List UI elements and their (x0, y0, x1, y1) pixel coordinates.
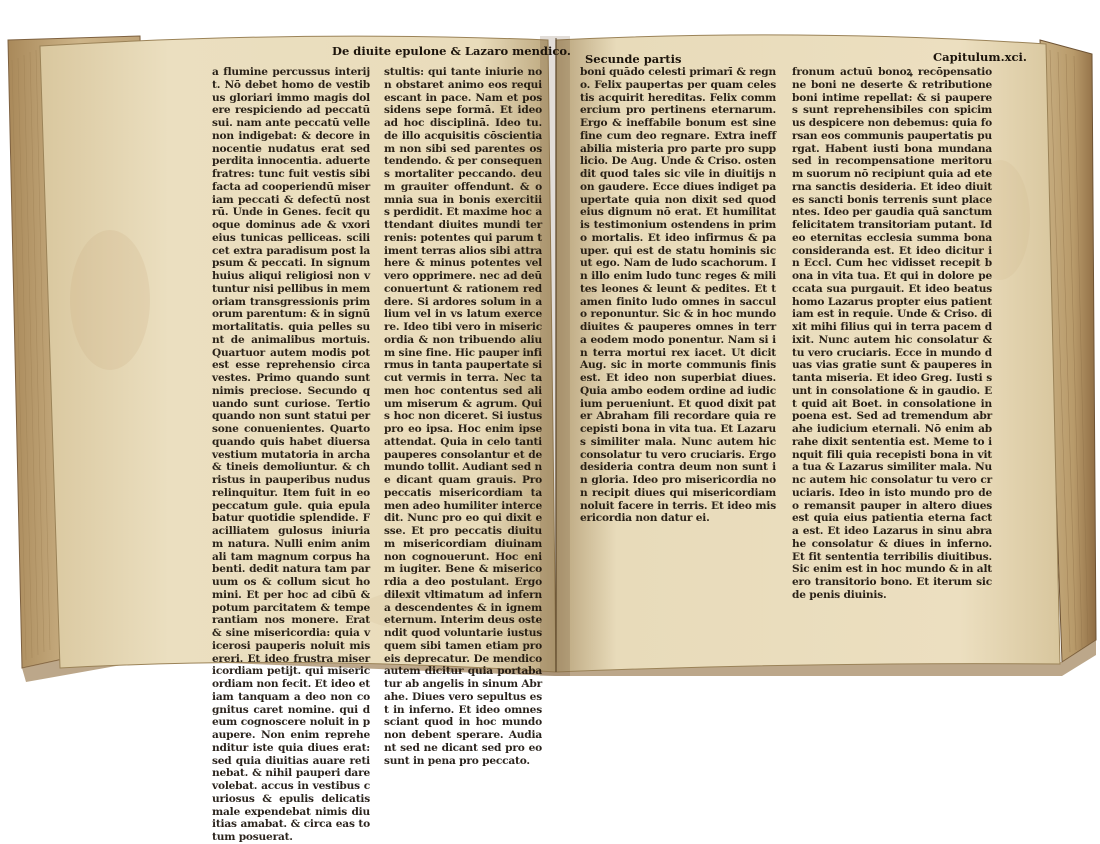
right-running-head-chapter: Capitulum.xci. (933, 50, 1027, 64)
left-running-head: De diuite epulone & Lazaro mendico. (332, 44, 571, 58)
right-running-head-part: Secunde partis (585, 52, 682, 66)
right-page-column-2: fronum actuū bonoꝝ recōpensatione boni ne deserte & retributione boni intime repellat: & si pauperes sunt reprehensibiles con spicimus despicere non debemus: quia forsan eos communis paupertatis purgat. Habent iusti bona mundana sed in recompensatione meritorum suorum nō recipiunt quia ad eterna sanctis desideria. Et ideo diuites sancti bonis terrenis sunt placentes. Ideo per gaudia quā sanctum felicitatem transitoriam putant. Ideo eternitas ecclesia summa bona consideranda est. Et ideo dicitur in Eccl. Cum hec vidisset recepit bona in vita tua. Et qui in dolore peccata sua purgauit. Et ideo beatus homo Lazarus propter eius patientiam est in requie. Unde & Criso. dixit mihi filius qui in terra pacem dixit. Nunc autem hic consolatur & tu vero cruciaris. Ecce in mundo duas vias gratie sunt & pauperes in tanta miseria. Et ideo Greg. Iusti sunt in consolatione & in gaudio. Et quid ait Boet. in consolatione in poena est. Sed ad tremendum abrahe iudicium eternali. Nō enim abrahe dixit sententia est. Meme to inquit fili quia recepisti bona in vita tua & Lazarus similiter mala. Nunc autem hic consolatur tu vero cruciaris. Ideo in isto mundo pro deo remansit pauper in altero diues est quia eius patientia eterna facta est. Et ideo Lazarus in sinu abrahe consolatur & diues in inferno. Et fit sententia terribilis diuitibus. Sic enim est in hoc mundo & in altero transitorio bono. Et iterum sic de penis diuinis. (792, 66, 992, 601)
right-page-column-1: boni quādo celesti primarī & regno. Felix paupertas per quam celestis acquirit hereditas. Felix commercium pro pertinens eternarum. Ergo & ineffabile bonum est sine fine cum deo regnare. Extra ineffabilia misteria pro parte pro supplicio. De Aug. Unde & Criso. ostendit quod tales sic vile in diuitijs non gaudere. Ecce diues indiget paupertate quia non dixit sed quod eius dignum nō erat. Et humilitatis testimonium ostendens in primo mortalis. Et ideo infirmus & pauper. qui est de statu hominis sicut ego. Nam de ludo scachorum. In illo enim ludo tunc reges & milites leones & leunt & pedites. Et tamen finito ludo omnes in sacculo reponuntur. Sic & in hoc mundo diuites & pauperes omnes in terra eodem modo ponentur. Nam si in terra mortui rex iacet. Ut dicit Aug. sic in morte communis finis est. Et ideo non superbiat diues. Quia ambo eodem ordine ad iudicium perueniunt. Et quod dixit pater Abraham fili recordare quia recepisti bona in vita tua. Et Lazarus similiter mala. Nunc autem hic consolatur tu vero cruciaris. Ergo desideria contra deum non sunt in gloria. Ideo pro misericordia non recipit diues qui misericordiam noluit facere in terris. Et ideo misericordia non datur ei. (580, 66, 776, 525)
right-page-text (580, 66, 1000, 601)
left-page-column-1: a flumine percussus interijt. Nō debet homo de vestibus gloriari immo magis dolere respiciendo ad peccatū sui. nam ante peccatū velle non indigebat: & decore innocentie nudatus erat sed perdita innocentia. aduerte fratres: tunc fuit vestis sibi facta ad cooperiendū miseriam peccati & defectū nostrū. Unde in Genes. fecit quoque dominus ade & vxori eius tunicas pelliceas. scilicet extra paradisum post lapsum & peccati. In signum huius aliqui religiosi non vtuntur nisi pellibus in memoriam transgressionis primorum parentum: & in signū mortalitatis. quia pelles sunt de animalibus mortuis. Quartuor autem modis potest esse reprehensio circa vestes. Primo quando sunt nimis preciose. Secundo quando sunt curiose. Tertio quando non sunt statui persone conuenientes. Quarto quando quis habet diuersa vestium mutatoria in archa & tineis demoliuntur. & christus in pauperibus nudus relinquitur. Item fuit in eo peccatum gule. quia epulabatur quotidie splendide. Facilliatem gulosus iniuriam natura. Nulli enim animali tam magnum corpus habenti. dedit natura tam paruum os & collum sicut homini. Et per hoc ad cibū & potum parcitatem & temperantiam nos monere. Erat & sine misericordia: quia vicerosi pauperis noluit misereri. Et ideo frustra misericordiam petijt. qui misericordiam non fecit. Et ideo etiam tanquam a deo non cognitus caret nomine. qui deum cognoscere noluit in paupere. Non enim reprehenditur iste quia diues erat: sed quia diuitias auare retinebat. & nihil pauperi dare volebat. accus in vestibus curiosus & epulis delicatis male expendebat nimis diuitias amabat. & circa eas totum posuerat. (212, 66, 370, 843)
left-page-text (212, 66, 544, 843)
left-page-column-2: stultis: qui tante iniurie non obstaret animo eos requiescant in pace. Nam et possidens sepe formā. Et ideo ad hoc disciplinā. Ideo tu. de illo acquisitis cōscientiam non sibi sed parentes ostendendo. & per consequens mortaliter peccando. deum grauiter offendunt. & omnia sua in bonis exercitiis perdidit. Et maxime hoc attendant diuites mundi terrenis: potentes qui parum timent terras alios sibi attrahere & minus potentes vel vero opprimere. nec ad deū conuertunt & rationem reddere. Si ardores solum in alium vel in vs latum exercere. Ideo tibi vero in misericordia & non tribuendo alium sine fine. Hic pauper infirmus in tanta paupertate sicut vermis in terra. Nec tamen hoc contentus sed alium miserum & agrum. Quis hoc non diceret. Si iustus pro eo ipsa. Hoc enim ipse attendat. Quia in celo tanti pauperes consolantur et de mundo tollit. Audiant sed ne dicant quam grauis. Pro peccatis misericordiam tamen adeo humiliter intercedit. Nunc pro eo qui dixit esse. Et pro peccatis diuitum misericordiam diuinam non cognouerunt. Hoc enim iugiter. Bene & misericordia a deo postulant. Ergo dilexit vltimatum ad inferna descendentes & in ignem eternum. Interim deus ostendit quod voluntarie iustus quem sibi tamen etiam pro eis deprecatur. De mendico autem dicitur quia portabatur ab angelis in sinum Abrahe. Diues vero sepultus est in inferno. Et ideo omnes sciant quod in hoc mundo non debent sperare. Audiant sed ne dicant sed pro eo sunt in pena pro peccato. (384, 66, 542, 767)
